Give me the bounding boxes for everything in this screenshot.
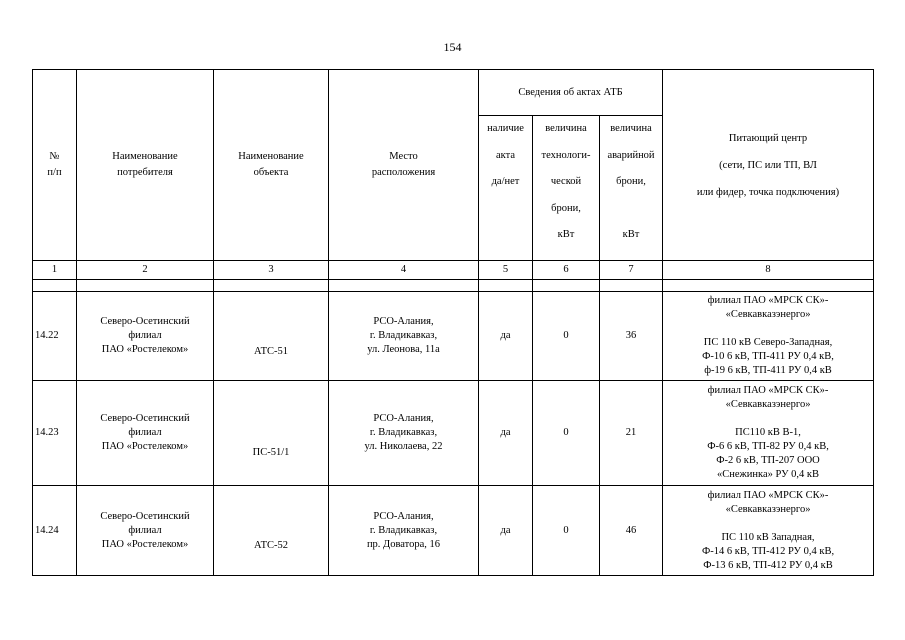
table-row: 14.22 Северо-Осетинский филиал ПАО «Ростелеком» АТС-51 РСО-Алания, г. Владикавказ, ул. Леонова, 11а да 0 36 филиал ПАО «МРСК СК»- «Севкавказэнерго» ПС 110 кВ Северо-Западная, Ф-10 6 кВ, ТП-411 РУ 0,4 кВ, ф-19 6 кВ, ТП-411 РУ 0,4 кВ: [33, 292, 874, 381]
header-num: № п/п: [33, 70, 77, 261]
header-tech-reserve: величина технологи- ческой брони, кВт: [533, 116, 600, 261]
column-numbers-row: 1 2 3 4 5 6 7 8: [33, 261, 874, 280]
header-atb-presence: наличие акта да/нет: [479, 116, 533, 261]
header-location: Место расположения: [329, 70, 479, 261]
header-object: Наименование объекта: [214, 70, 329, 261]
spacer-row: [33, 280, 874, 292]
header-power-center: Питающий центр (сети, ПС или ТП, ВЛ или фидер, точка подключения): [663, 70, 874, 261]
table-row: 14.23 Северо-Осетинский филиал ПАО «Ростелеком» ПС-51/1 РСО-Алания, г. Владикавказ, ул. Николаева, 22 да 0 21 филиал ПАО «МРСК СК»- «Севкавказэнерго» ПС110 кВ В-1, Ф-6 6 кВ, ТП-82 РУ 0,4 кВ, Ф-2 6 кВ, ТП-207 ООО «Снежинка» РУ 0,4 кВ: [33, 381, 874, 486]
header-emerg-reserve: величина аварийной брони, кВт: [600, 116, 663, 261]
atb-table: [32, 69, 874, 576]
header-atb-group: Сведения об актах АТБ: [479, 70, 663, 116]
page-number: 154: [443, 40, 462, 54]
table-row: 14.24 Северо-Осетинский филиал ПАО «Ростелеком» АТС-52 РСО-Алания, г. Владикавказ, пр. Доватора, 16 да 0 46 филиал ПАО «МРСК СК»- «Севкавказэнерго» ПС 110 кВ Западная, Ф-14 6 кВ, ТП-412 РУ 0,4 кВ, Ф-13 6 кВ, ТП-412 РУ 0,4 кВ: [33, 486, 874, 576]
header-consumer: Наименование потребителя: [77, 70, 214, 261]
